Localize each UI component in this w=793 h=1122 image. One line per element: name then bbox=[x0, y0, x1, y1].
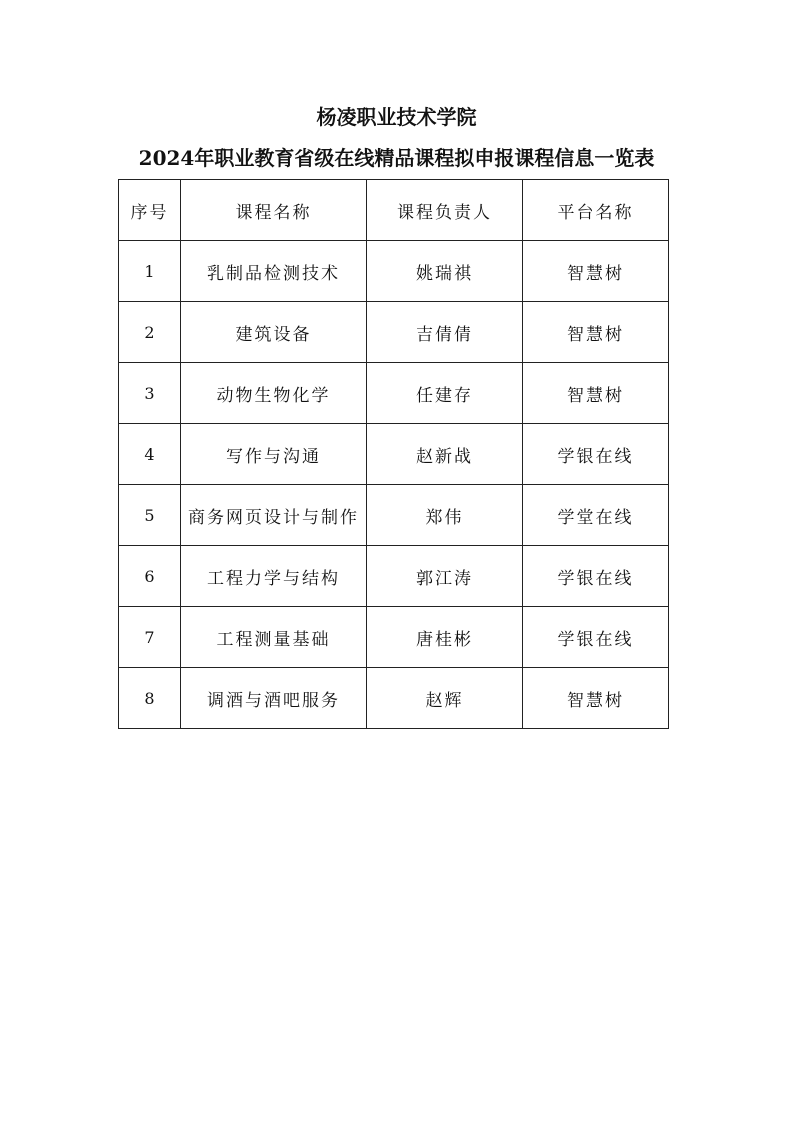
page-subtitle: 2024年职业教育省级在线精品课程拟申报课程信息一览表 bbox=[138, 146, 655, 170]
cell-course-lead: 赵新战 bbox=[367, 424, 523, 485]
course-table bbox=[118, 179, 669, 729]
cell-index: 7 bbox=[119, 607, 181, 668]
cell-platform: 智慧树 bbox=[523, 363, 669, 424]
cell-index: 5 bbox=[119, 485, 181, 546]
table-row bbox=[119, 607, 669, 668]
cell-platform: 学银在线 bbox=[523, 424, 669, 485]
cell-course-lead: 郭江涛 bbox=[367, 546, 523, 607]
table-row bbox=[119, 668, 669, 729]
cell-course-lead: 姚瑞祺 bbox=[367, 241, 523, 302]
table-row bbox=[119, 424, 669, 485]
cell-course-name: 动物生物化学 bbox=[181, 363, 367, 424]
header-index: 序号 bbox=[119, 180, 181, 241]
cell-course-name: 乳制品检测技术 bbox=[181, 241, 367, 302]
cell-platform: 智慧树 bbox=[523, 302, 669, 363]
cell-course-name: 工程测量基础 bbox=[181, 607, 367, 668]
cell-platform: 智慧树 bbox=[523, 668, 669, 729]
cell-course-lead: 郑伟 bbox=[367, 485, 523, 546]
cell-course-lead: 任建存 bbox=[367, 363, 523, 424]
cell-course-lead: 赵辉 bbox=[367, 668, 523, 729]
cell-platform: 学银在线 bbox=[523, 607, 669, 668]
cell-index: 2 bbox=[119, 302, 181, 363]
cell-course-lead: 唐桂彬 bbox=[367, 607, 523, 668]
table-row bbox=[119, 546, 669, 607]
cell-course-name: 调酒与酒吧服务 bbox=[181, 668, 367, 729]
table-row bbox=[119, 363, 669, 424]
cell-course-name: 工程力学与结构 bbox=[181, 546, 367, 607]
cell-course-name: 建筑设备 bbox=[181, 302, 367, 363]
cell-course-name: 商务网页设计与制作 bbox=[181, 485, 367, 546]
cell-platform: 学堂在线 bbox=[523, 485, 669, 546]
page-title: 杨凌职业技术学院 bbox=[316, 105, 477, 129]
cell-index: 6 bbox=[119, 546, 181, 607]
table-header-row bbox=[119, 180, 669, 241]
table-row bbox=[119, 302, 669, 363]
cell-index: 3 bbox=[119, 363, 181, 424]
header-course-name: 课程名称 bbox=[181, 180, 367, 241]
header-course-lead: 课程负责人 bbox=[367, 180, 523, 241]
cell-course-name: 写作与沟通 bbox=[181, 424, 367, 485]
cell-index: 1 bbox=[119, 241, 181, 302]
cell-course-lead: 吉倩倩 bbox=[367, 302, 523, 363]
cell-index: 8 bbox=[119, 668, 181, 729]
cell-index: 4 bbox=[119, 424, 181, 485]
header-platform: 平台名称 bbox=[523, 180, 669, 241]
table-row bbox=[119, 485, 669, 546]
cell-platform: 智慧树 bbox=[523, 241, 669, 302]
table-row bbox=[119, 241, 669, 302]
cell-platform: 学银在线 bbox=[523, 546, 669, 607]
